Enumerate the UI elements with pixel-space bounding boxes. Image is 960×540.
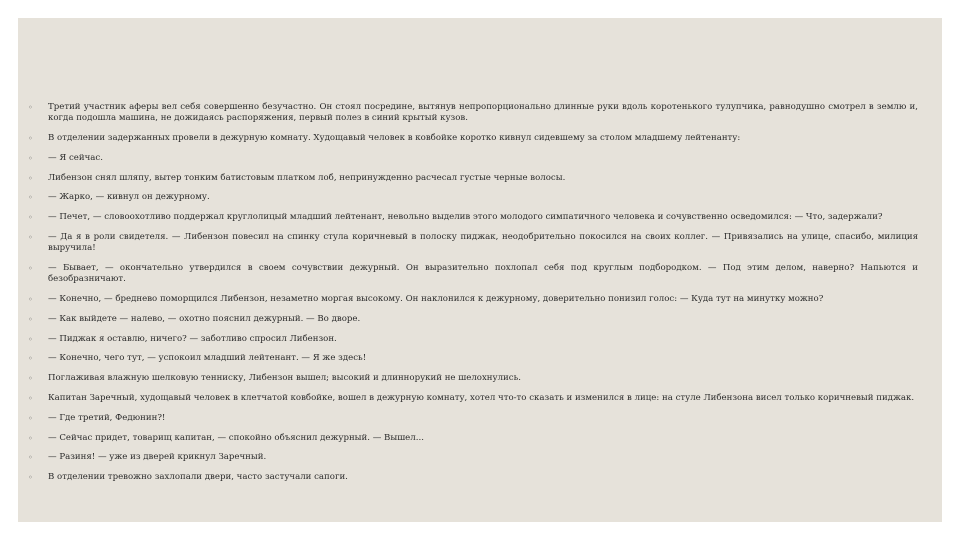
bullet-item [26, 263, 918, 285]
bullet-item [26, 353, 918, 364]
bullet-icon: ◦ [28, 393, 33, 403]
paragraph-text: — Как выйдете — налево, — охотно пояснил дежурный. — Во дворе. [48, 313, 361, 324]
bullet-item [26, 433, 918, 444]
paragraph-text: — Печет, — словоохотливо поддержал круглолицый младший лейтенант, невольно выделив этого молодого симпатичного человека и сочувственно осведомился: — Что, задержали? [48, 212, 883, 223]
bullet-icon: ◦ [28, 173, 33, 183]
bullet-icon: ◦ [28, 354, 33, 364]
bullet-item [26, 413, 918, 424]
bullet-icon: ◦ [28, 374, 33, 384]
bullet-item [26, 393, 918, 404]
bullet-item [26, 212, 918, 223]
paragraph-text: — Конечно, чего тут, — успокоил младший лейтенант. — Я же здесь! [48, 353, 367, 364]
bullet-item [26, 153, 918, 164]
bullet-icon: ◦ [28, 153, 33, 163]
bullet-item [26, 472, 918, 483]
bullet-icon: ◦ [28, 413, 33, 423]
bullet-item [26, 133, 918, 144]
bullet-icon: ◦ [28, 103, 33, 112]
bullet-item [26, 102, 918, 124]
paragraph-text: Третий участник аферы вел себя совершенно безучастно. Он стоял посредине, вытянув непропорционально длинные руки вдоль коротенького тулупчика, равнодушно смотрел в землю и, когда подошла машина, не дожидаясь распоряжения, первый полез в синий крытый кузов. [48, 102, 918, 124]
paragraph-text: — Жарко, — кивнул он дежурному. [48, 192, 210, 203]
bullet-item [26, 192, 918, 203]
paragraph-text: Капитан Заречный, худощавый человек в клетчатой ковбойке, вошел в дежурную комнату, хотел что-то сказать и изменился в лице: на стуле Либензона висел только коричневый пиджак. [48, 392, 915, 403]
bullet-item [26, 173, 918, 184]
bullet-icon: ◦ [28, 213, 33, 223]
bullet-item [26, 294, 918, 305]
paragraph-text: — Где третий, Федюнин?! [48, 412, 166, 423]
bullet-item [26, 334, 918, 345]
paragraph-text: — Бывает, — окончательно утвердился в своем сочувствии дежурный. Он выразительно похлопал себя под круглым подбородком. — Под этим делом, наверно? Напьются и безобразничают. [48, 262, 918, 285]
paragraph-text: В отделении тревожно захлопали двери, часто застучали сапоги. [48, 472, 348, 483]
paragraph-text: — Сейчас придет, товарищ капитан, — спокойно объяснил дежурный. — Вышел... [48, 432, 424, 443]
bullet-icon: ◦ [28, 232, 33, 242]
bullet-icon: ◦ [28, 453, 33, 463]
bullet-item [26, 314, 918, 325]
paragraph-text: — Конечно, — бреднево поморщился Либензон, незаметно моргая высокому. Он наклонился к дежурному, доверительно понизил голос: — Куда тут на минутку можно? [48, 293, 824, 304]
paragraph-text: — Пиджак я оставлю, ничего? — заботливо спросил Либензон. [48, 333, 337, 344]
paragraph-text: — Разиня! — уже из дверей крикнул Заречный. [48, 452, 267, 463]
bullet-item [26, 232, 918, 254]
bullet-icon: ◦ [28, 134, 33, 143]
slide [18, 18, 942, 522]
bullet-icon: ◦ [28, 294, 33, 304]
paragraph-text: В отделении задержанных провели в дежурную комнату. Худощавый человек в ковбойке коротко кивнул сидевшему за столом младшему лейтенанту: [48, 133, 741, 143]
paragraph-text: — Да я в роли свидетеля. — Либензон повесил на спинку стула коричневый в полоску пиджак, неодобрительно покосился на своих коллег. — Привязались на улице, спасибо, милиция выручила! [48, 231, 918, 254]
paragraph-text: Поглаживая влажную шелковую тенниску, Либензон вышел; высокий и длиннорукий не шелохнулись. [48, 373, 521, 384]
paragraph-text: — Я сейчас. [48, 152, 103, 163]
bullet-icon: ◦ [28, 334, 33, 344]
bullet-icon: ◦ [28, 263, 33, 273]
bullet-list [26, 102, 918, 492]
bullet-item [26, 373, 918, 384]
bullet-icon: ◦ [28, 473, 33, 483]
bullet-icon: ◦ [28, 433, 33, 443]
bullet-icon: ◦ [28, 314, 33, 324]
bullet-item [26, 452, 918, 463]
bullet-icon: ◦ [28, 193, 33, 203]
paragraph-text: Либензон снял шляпу, вытер тонким батистовым платком лоб, непринужденно расчесал густые черные волосы. [48, 172, 566, 183]
